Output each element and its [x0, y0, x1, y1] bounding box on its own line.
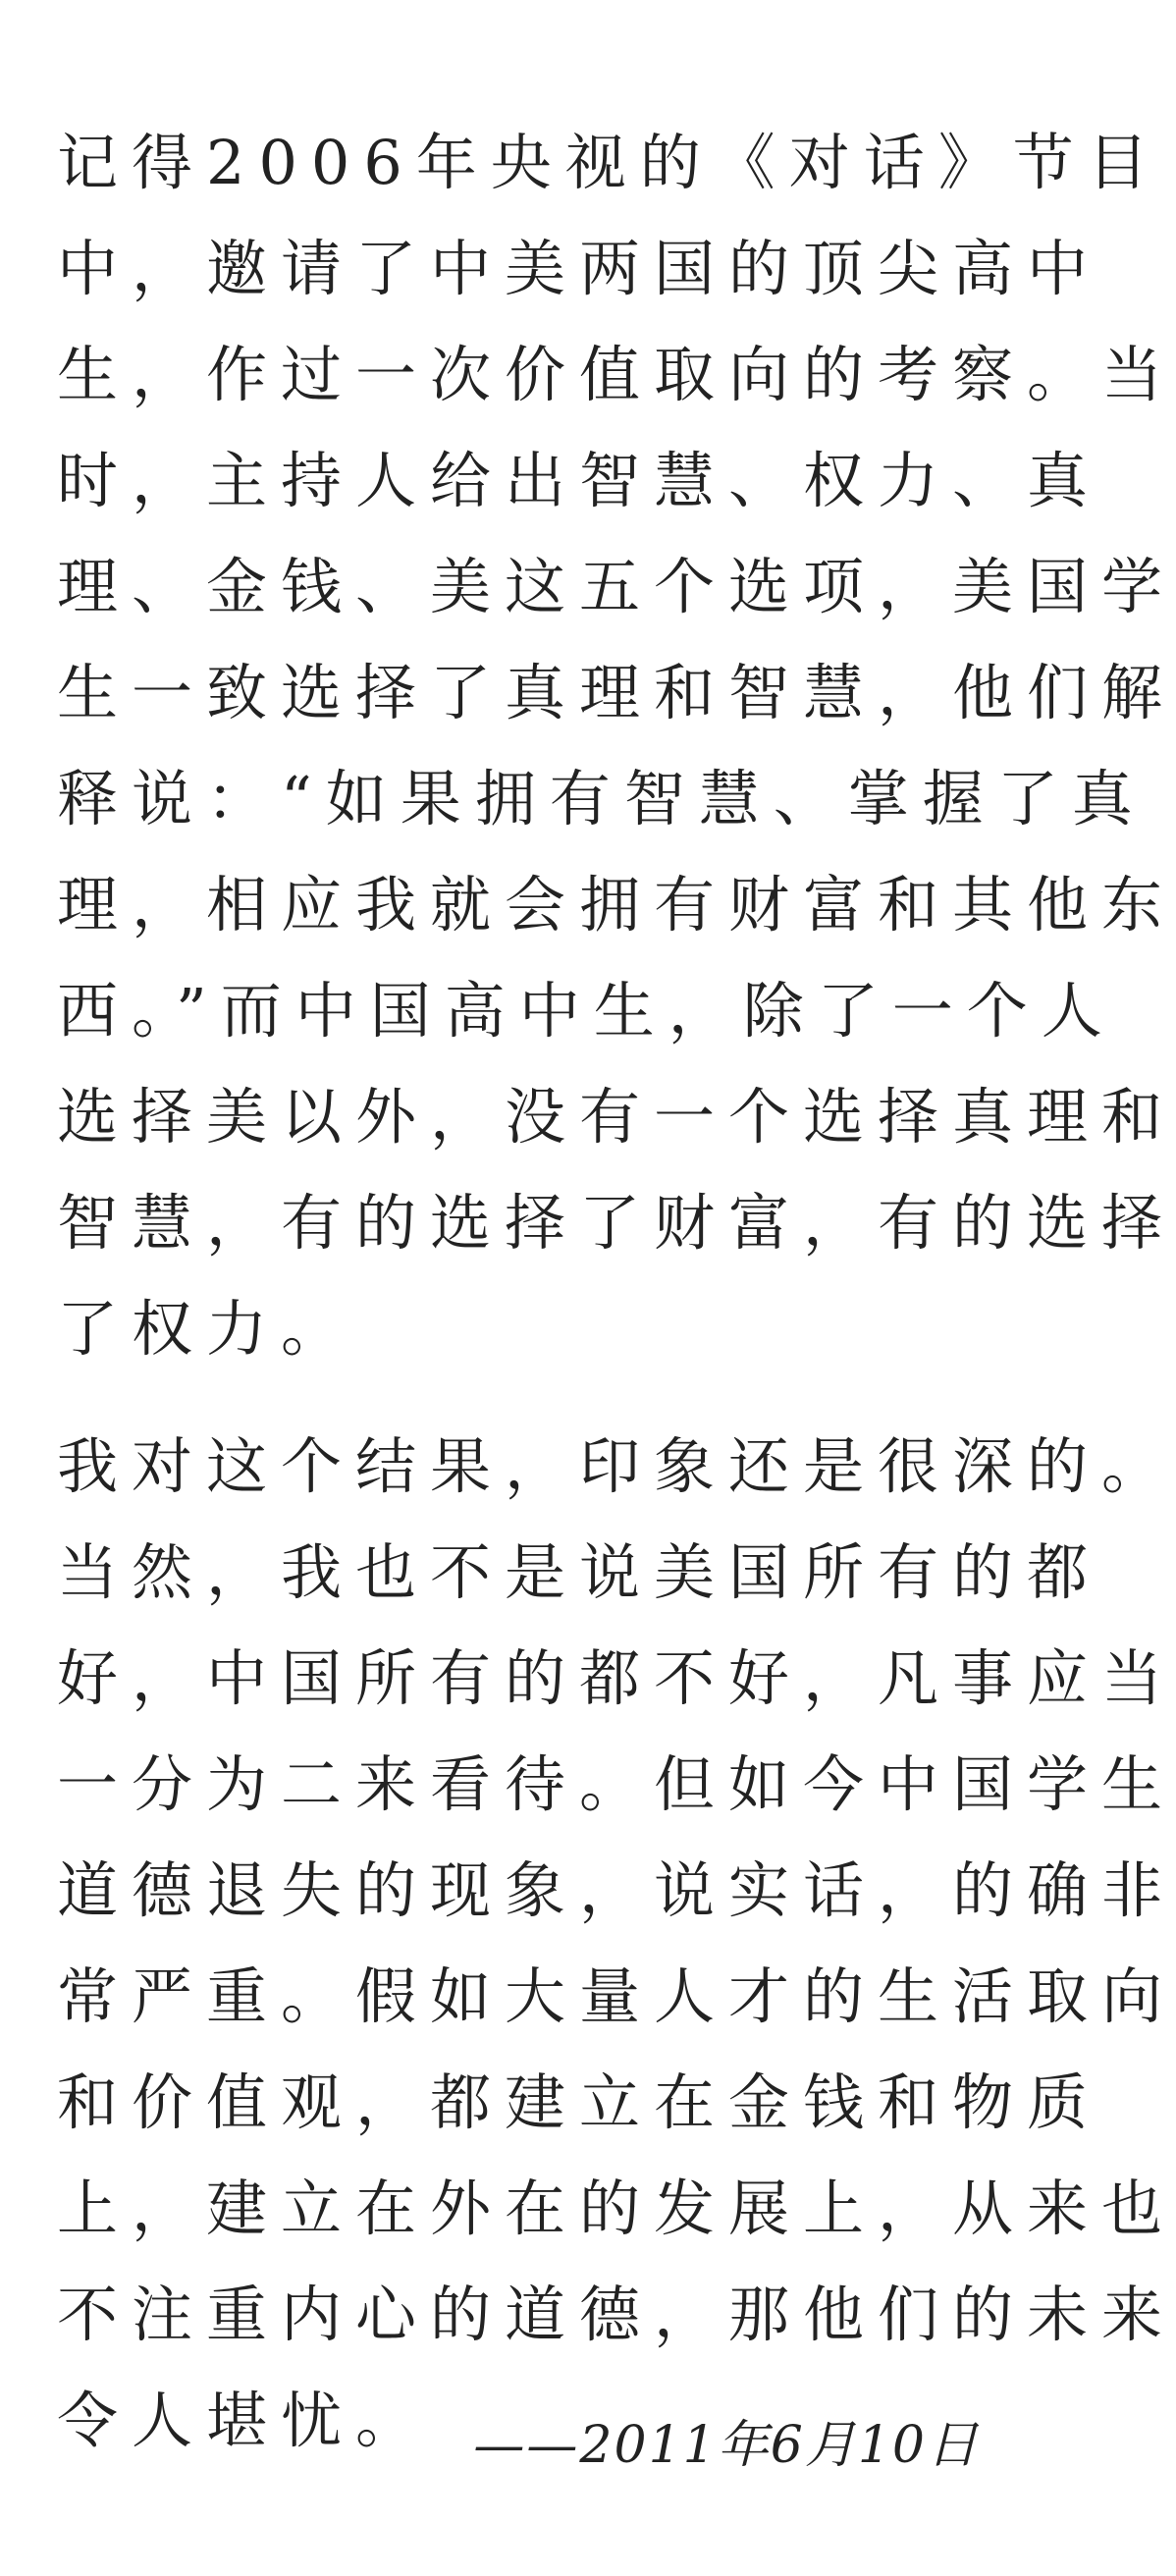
text-line: 一分为二来看待。但如今中国学生	[57, 1748, 1176, 1820]
paragraph-2	[57, 1414, 1176, 2474]
text-line: 生一致选择了真理和智慧，他们解	[57, 657, 1176, 728]
text-line: 好，中国所有的都不好，凡事应当	[57, 1642, 1176, 1714]
text-line: 记得2006年央视的《对话》节目	[57, 127, 1162, 198]
text-line: 道德退失的现象，说实话，的确非	[57, 1854, 1176, 1926]
text-line: 令人堪忧。	[57, 2385, 431, 2456]
text-line: 西。”而中国高中生，除了一个人	[57, 975, 1116, 1046]
text-line: 智慧，有的选择了财富，有的选择	[57, 1187, 1176, 1259]
text-line: 常严重。假如大量人才的生活取向	[57, 1960, 1176, 2032]
text-line: 时，主持人给出智慧、权力、真	[57, 445, 1102, 516]
text-line: 不注重内心的道德，那他们的未来	[57, 2279, 1176, 2350]
text-line: 中，邀请了中美两国的顶尖高中	[57, 233, 1102, 304]
text-line: 释说：“如果拥有智慧、掌握了真	[57, 763, 1147, 834]
text-line: 我对这个结果，印象还是很深的。	[57, 1430, 1176, 1502]
paragraph-gap	[57, 1382, 1003, 1414]
text-line: 选择美以外，没有一个选择真理和	[57, 1081, 1176, 1153]
document-body	[57, 110, 1176, 2474]
text-line: 生，作过一次价值取向的考察。当	[57, 339, 1176, 410]
text-line: 当然，我也不是说美国所有的都	[57, 1536, 1102, 1608]
text-line: 理，相应我就会拥有财富和其他东	[57, 869, 1176, 940]
text-line: 理、金钱、美这五个选项，美国学	[57, 551, 1176, 622]
paragraph-1	[57, 110, 1176, 1382]
text-line: 上，建立在外在的发展上，从来也	[57, 2173, 1176, 2244]
text-line: 了权力。	[57, 1293, 356, 1365]
text-line: 和价值观，都建立在金钱和物质	[57, 2066, 1102, 2138]
signature-date: ——2011年6月10日	[473, 2416, 980, 2475]
